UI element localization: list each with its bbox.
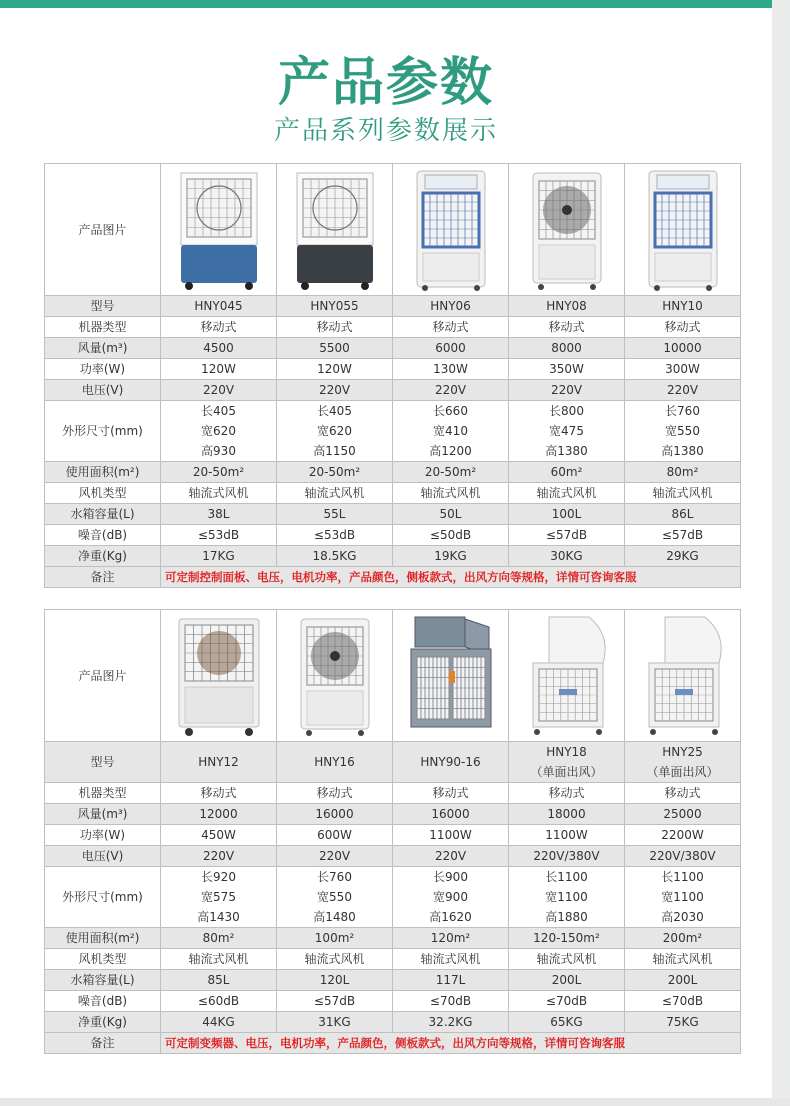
fan-value: 轴流式风机 [277, 483, 393, 504]
product-image-cell [393, 164, 509, 296]
air-cooler-icon [403, 615, 499, 737]
power-value: 350W [509, 359, 625, 380]
top-accent-bar [0, 0, 790, 8]
height-text: 高1880 [545, 910, 588, 924]
area-value: 20-50m² [393, 462, 509, 483]
spec-table-2 [44, 609, 741, 1054]
type-value: 移动式 [625, 317, 741, 338]
noise-value: ≤70dB [509, 991, 625, 1012]
table-row [45, 742, 741, 783]
weight-value: 44KG [161, 1012, 277, 1033]
voltage-value: 220V/380V [509, 846, 625, 867]
row-label-model: 型号 [45, 742, 161, 783]
tank-value: 120L [277, 970, 393, 991]
width-text: 宽550 [665, 424, 700, 438]
noise-value: ≤60dB [161, 991, 277, 1012]
noise-value: ≤53dB [161, 525, 277, 546]
table-row [45, 928, 741, 949]
area-value: 80m² [161, 928, 277, 949]
model-note: （单面出风） [646, 765, 719, 779]
width-text: 宽575 [201, 890, 236, 904]
area-value: 100m² [277, 928, 393, 949]
table-row [45, 804, 741, 825]
tank-value: 86L [625, 504, 741, 525]
voltage-value: 220V [277, 846, 393, 867]
model-value [277, 742, 393, 783]
airflow-value: 16000 [277, 804, 393, 825]
length-text: 长760 [317, 870, 352, 884]
fan-value: 轴流式风机 [161, 483, 277, 504]
row-label-dimensions: 外形尺寸(mm) [45, 867, 161, 928]
fan-value: 轴流式风机 [625, 483, 741, 504]
air-cooler-icon [635, 169, 731, 291]
product-image-cell [509, 610, 625, 742]
row-label-tank: 水箱容量(L) [45, 970, 161, 991]
height-text: 高1380 [545, 444, 588, 458]
table-row [45, 567, 741, 588]
model-value [509, 742, 625, 783]
model-note: （单面出风） [530, 765, 603, 779]
page-title: 产品参数 [277, 53, 494, 113]
product-image-cell [277, 610, 393, 742]
airflow-value: 10000 [625, 338, 741, 359]
voltage-value: 220V [277, 380, 393, 401]
dimensions-value [393, 401, 509, 462]
model-value [161, 742, 277, 783]
table-row [45, 380, 741, 401]
power-value: 450W [161, 825, 277, 846]
product-image-cell [625, 164, 741, 296]
product-image-cell [509, 164, 625, 296]
weight-value: 30KG [509, 546, 625, 567]
tank-value: 50L [393, 504, 509, 525]
table-row [45, 504, 741, 525]
area-value: 120m² [393, 928, 509, 949]
table-row [45, 783, 741, 804]
type-value: 移动式 [277, 317, 393, 338]
airflow-value: 16000 [393, 804, 509, 825]
air-cooler-icon [403, 169, 499, 291]
table-row [45, 867, 741, 928]
model-value [393, 742, 509, 783]
spec-table-1 [44, 163, 741, 588]
noise-value: ≤57dB [509, 525, 625, 546]
model-value: HNY045 [161, 296, 277, 317]
product-image-cell [393, 610, 509, 742]
fan-value: 轴流式风机 [393, 483, 509, 504]
row-label-noise: 噪音(dB) [45, 525, 161, 546]
length-text: 长900 [433, 870, 468, 884]
airflow-value: 6000 [393, 338, 509, 359]
airflow-value: 4500 [161, 338, 277, 359]
noise-value: ≤70dB [625, 991, 741, 1012]
length-text: 长405 [201, 404, 236, 418]
height-text: 高1380 [661, 444, 704, 458]
table-row [45, 970, 741, 991]
dimensions-value [161, 401, 277, 462]
tank-value: 200L [509, 970, 625, 991]
length-text: 长660 [433, 404, 468, 418]
bottom-strip [0, 1098, 790, 1106]
row-label-airflow: 风量(m³) [45, 804, 161, 825]
table-row [45, 359, 741, 380]
weight-value: 75KG [625, 1012, 741, 1033]
area-value: 20-50m² [161, 462, 277, 483]
noise-value: ≤53dB [277, 525, 393, 546]
air-cooler-icon [171, 169, 267, 291]
weight-value: 31KG [277, 1012, 393, 1033]
air-cooler-icon [287, 615, 383, 737]
voltage-value: 220V [509, 380, 625, 401]
table-row [45, 846, 741, 867]
weight-value: 32.2KG [393, 1012, 509, 1033]
row-label-type: 机器类型 [45, 783, 161, 804]
weight-value: 18.5KG [277, 546, 393, 567]
model-value [625, 742, 741, 783]
power-value: 120W [277, 359, 393, 380]
model-value: HNY055 [277, 296, 393, 317]
power-value: 600W [277, 825, 393, 846]
dimensions-value [277, 867, 393, 928]
voltage-value: 220V [161, 846, 277, 867]
row-label-fan: 风机类型 [45, 949, 161, 970]
type-value: 移动式 [161, 317, 277, 338]
noise-value: ≤50dB [393, 525, 509, 546]
airflow-value: 25000 [625, 804, 741, 825]
height-text: 高1200 [429, 444, 472, 458]
image-row [45, 164, 741, 296]
height-text: 高1150 [313, 444, 356, 458]
voltage-value: 220V/380V [625, 846, 741, 867]
row-label-note: 备注 [45, 1033, 161, 1054]
height-text: 高1430 [197, 910, 240, 924]
weight-value: 29KG [625, 546, 741, 567]
row-label-power: 功率(W) [45, 825, 161, 846]
airflow-value: 5500 [277, 338, 393, 359]
airflow-value: 12000 [161, 804, 277, 825]
power-value: 300W [625, 359, 741, 380]
width-text: 宽1100 [545, 890, 588, 904]
voltage-value: 220V [625, 380, 741, 401]
table-row [45, 949, 741, 970]
row-label-noise: 噪音(dB) [45, 991, 161, 1012]
voltage-value: 220V [393, 846, 509, 867]
width-text: 宽1100 [661, 890, 704, 904]
model-text: HNY12 [198, 755, 239, 769]
length-text: 长405 [317, 404, 352, 418]
model-text: HNY90-16 [420, 755, 481, 769]
image-row [45, 610, 741, 742]
row-label-type: 机器类型 [45, 317, 161, 338]
table-row [45, 338, 741, 359]
model-text: HNY25 [662, 745, 703, 759]
row-label-note: 备注 [45, 567, 161, 588]
table-row [45, 462, 741, 483]
height-text: 高1620 [429, 910, 472, 924]
product-image-cell [161, 164, 277, 296]
length-text: 长1100 [661, 870, 704, 884]
area-value: 60m² [509, 462, 625, 483]
noise-value: ≤57dB [625, 525, 741, 546]
dimensions-value [277, 401, 393, 462]
weight-value: 17KG [161, 546, 277, 567]
fan-value: 轴流式风机 [393, 949, 509, 970]
width-text: 宽900 [433, 890, 468, 904]
tank-value: 38L [161, 504, 277, 525]
row-label-image: 产品图片 [45, 164, 161, 296]
voltage-value: 220V [161, 380, 277, 401]
area-value: 20-50m² [277, 462, 393, 483]
model-value: HNY08 [509, 296, 625, 317]
air-cooler-icon [171, 615, 267, 737]
fan-value: 轴流式风机 [161, 949, 277, 970]
width-text: 宽620 [317, 424, 352, 438]
tank-value: 117L [393, 970, 509, 991]
tank-value: 85L [161, 970, 277, 991]
type-value: 移动式 [625, 783, 741, 804]
type-value: 移动式 [277, 783, 393, 804]
row-label-dimensions: 外形尺寸(mm) [45, 401, 161, 462]
power-value: 120W [161, 359, 277, 380]
length-text: 长1100 [545, 870, 588, 884]
row-label-fan: 风机类型 [45, 483, 161, 504]
row-label-voltage: 电压(V) [45, 846, 161, 867]
tank-value: 200L [625, 970, 741, 991]
dimensions-value [509, 401, 625, 462]
power-value: 1100W [393, 825, 509, 846]
dimensions-value [161, 867, 277, 928]
power-value: 2200W [625, 825, 741, 846]
weight-value: 19KG [393, 546, 509, 567]
table-row [45, 296, 741, 317]
row-label-power: 功率(W) [45, 359, 161, 380]
row-label-tank: 水箱容量(L) [45, 504, 161, 525]
table-row [45, 317, 741, 338]
row-label-airflow: 风量(m³) [45, 338, 161, 359]
fan-value: 轴流式风机 [625, 949, 741, 970]
type-value: 移动式 [161, 783, 277, 804]
length-text: 长920 [201, 870, 236, 884]
airflow-value: 18000 [509, 804, 625, 825]
width-text: 宽475 [549, 424, 584, 438]
width-text: 宽550 [317, 890, 352, 904]
area-value: 200m² [625, 928, 741, 949]
fan-value: 轴流式风机 [509, 949, 625, 970]
row-label-weight: 净重(Kg) [45, 546, 161, 567]
row-label-area: 使用面积(m²) [45, 928, 161, 949]
fan-value: 轴流式风机 [509, 483, 625, 504]
model-text: HNY18 [546, 745, 587, 759]
length-text: 长800 [549, 404, 584, 418]
model-value: HNY10 [625, 296, 741, 317]
power-value: 1100W [509, 825, 625, 846]
row-label-model: 型号 [45, 296, 161, 317]
length-text: 长760 [665, 404, 700, 418]
note-text: 可定制变频器、电压，电机功率，产品颜色，侧板款式，出风方向等规格，详情可咨询客服 [161, 1033, 741, 1054]
model-text: HNY16 [314, 755, 355, 769]
area-value: 80m² [625, 462, 741, 483]
tank-value: 55L [277, 504, 393, 525]
dimensions-value [393, 867, 509, 928]
product-image-cell [625, 610, 741, 742]
dimensions-value [625, 401, 741, 462]
air-cooler-icon [287, 169, 383, 291]
type-value: 移动式 [509, 317, 625, 338]
table-row [45, 525, 741, 546]
table-row [45, 825, 741, 846]
width-text: 宽410 [433, 424, 468, 438]
type-value: 移动式 [393, 317, 509, 338]
table-row [45, 991, 741, 1012]
type-value: 移动式 [509, 783, 625, 804]
height-text: 高2030 [661, 910, 704, 924]
product-image-cell [277, 164, 393, 296]
right-side-strip [772, 0, 790, 1106]
table-row [45, 483, 741, 504]
tank-value: 100L [509, 504, 625, 525]
type-value: 移动式 [393, 783, 509, 804]
row-label-image: 产品图片 [45, 610, 161, 742]
dimensions-value [625, 867, 741, 928]
model-value: HNY06 [393, 296, 509, 317]
fan-value: 轴流式风机 [277, 949, 393, 970]
air-cooler-icon [519, 615, 615, 737]
air-cooler-icon [635, 615, 731, 737]
noise-value: ≤70dB [393, 991, 509, 1012]
table-row [45, 546, 741, 567]
row-label-voltage: 电压(V) [45, 380, 161, 401]
row-label-weight: 净重(Kg) [45, 1012, 161, 1033]
area-value: 120-150m² [509, 928, 625, 949]
page-subtitle: 产品系列参数展示 [273, 116, 498, 146]
dimensions-value [509, 867, 625, 928]
table-row [45, 1012, 741, 1033]
power-value: 130W [393, 359, 509, 380]
table-row [45, 401, 741, 462]
height-text: 高1480 [313, 910, 356, 924]
width-text: 宽620 [201, 424, 236, 438]
row-label-area: 使用面积(m²) [45, 462, 161, 483]
noise-value: ≤57dB [277, 991, 393, 1012]
note-text: 可定制控制面板、电压，电机功率，产品颜色，侧板款式，出风方向等规格，详情可咨询客服 [161, 567, 741, 588]
height-text: 高930 [201, 444, 236, 458]
air-cooler-icon [519, 169, 615, 291]
voltage-value: 220V [393, 380, 509, 401]
table-row [45, 1033, 741, 1054]
weight-value: 65KG [509, 1012, 625, 1033]
airflow-value: 8000 [509, 338, 625, 359]
product-image-cell [161, 610, 277, 742]
